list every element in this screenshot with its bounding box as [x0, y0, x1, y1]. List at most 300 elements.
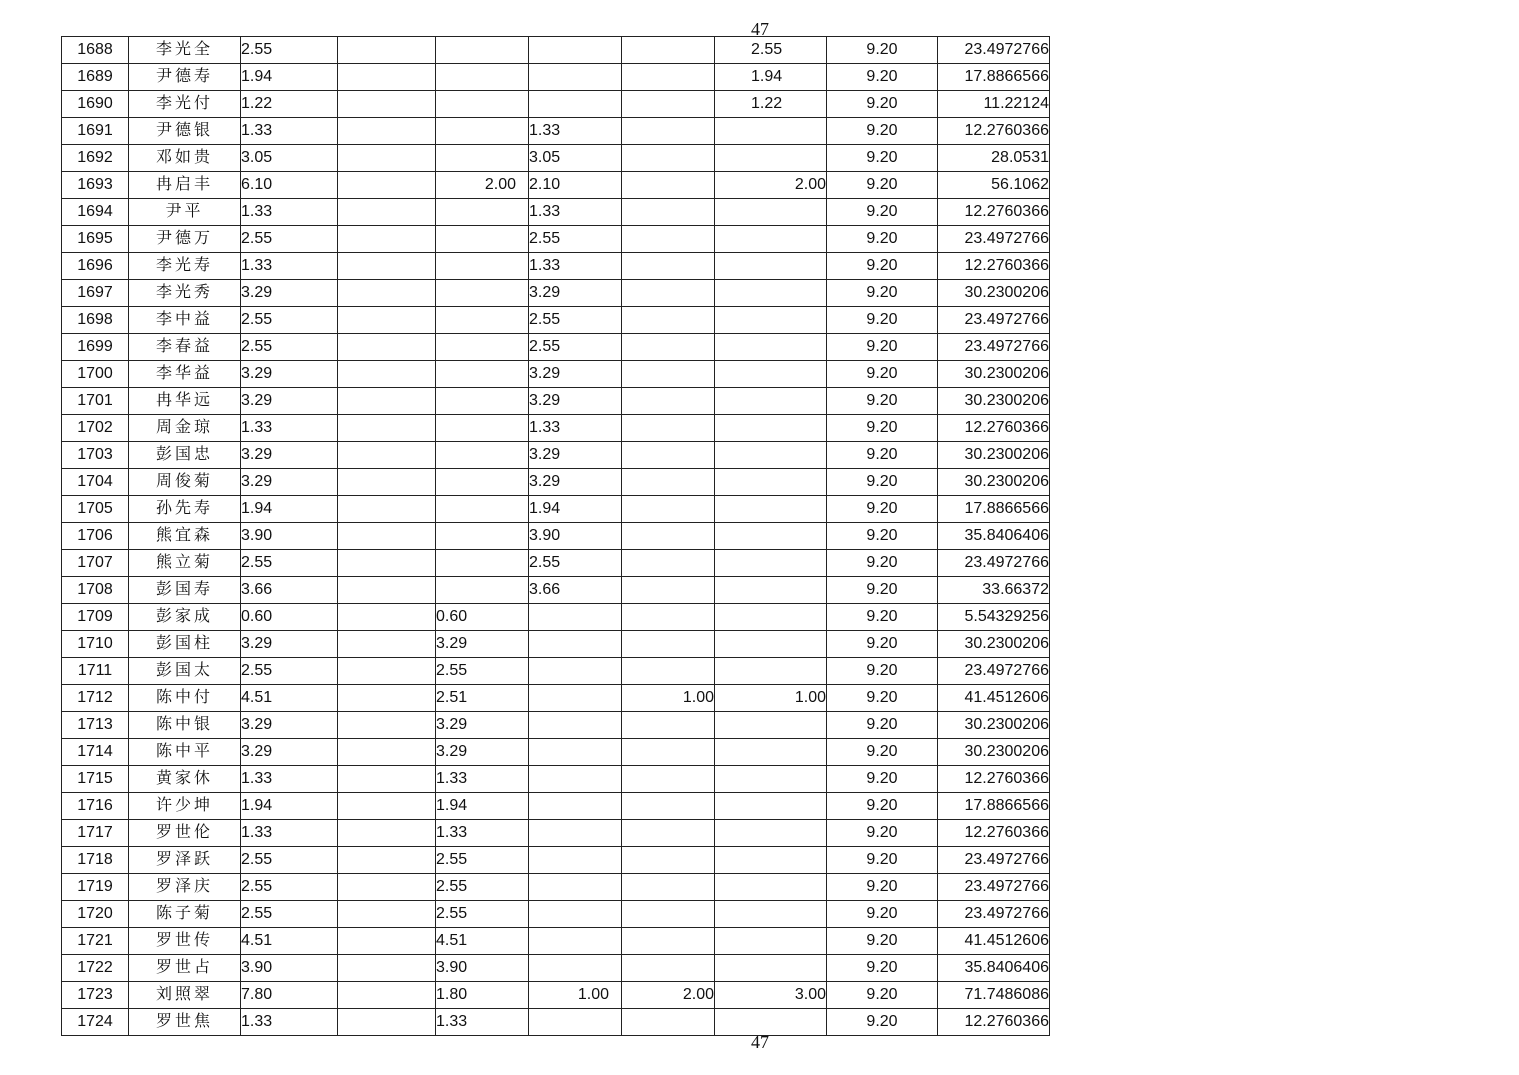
- row-col-e: 2.55: [715, 37, 827, 64]
- row-col-d: [622, 604, 715, 631]
- row-col-e: [715, 334, 827, 361]
- row-total: 1.33: [241, 118, 338, 145]
- row-col-c: 1.33: [529, 199, 622, 226]
- row-amount: 23.4972766: [938, 37, 1050, 64]
- row-total: 3.90: [241, 955, 338, 982]
- row-col-b: 2.00: [436, 172, 529, 199]
- table-row: [62, 91, 1050, 118]
- row-id: 1709: [62, 604, 129, 631]
- row-col-d: [622, 1009, 715, 1036]
- row-amount: 41.4512606: [938, 928, 1050, 955]
- row-col-a: [338, 847, 436, 874]
- row-amount: 12.2760366: [938, 820, 1050, 847]
- row-col-d: [622, 577, 715, 604]
- row-col-a: [338, 658, 436, 685]
- row-amount: 30.2300206: [938, 280, 1050, 307]
- row-total: 1.33: [241, 199, 338, 226]
- row-id: 1699: [62, 334, 129, 361]
- table-row: [62, 766, 1050, 793]
- row-name: 陈子菊: [129, 901, 241, 928]
- row-col-b: [436, 145, 529, 172]
- row-name: 罗世焦: [129, 1009, 241, 1036]
- row-amount: 71.7486086: [938, 982, 1050, 1009]
- row-col-c: [529, 874, 622, 901]
- table-row: [62, 820, 1050, 847]
- row-id: 1690: [62, 91, 129, 118]
- page-number-bottom: 47: [751, 1032, 769, 1052]
- row-amount: 33.66372: [938, 577, 1050, 604]
- row-col-b: [436, 307, 529, 334]
- row-name: 孙先寿: [129, 496, 241, 523]
- row-amount: 23.4972766: [938, 307, 1050, 334]
- row-name: 邓如贵: [129, 145, 241, 172]
- table-row: [62, 172, 1050, 199]
- row-total: 3.29: [241, 712, 338, 739]
- row-total: 4.51: [241, 928, 338, 955]
- table-row: [62, 523, 1050, 550]
- row-col-c: 2.55: [529, 334, 622, 361]
- row-id: 1691: [62, 118, 129, 145]
- row-total: 2.55: [241, 550, 338, 577]
- row-col-c: [529, 658, 622, 685]
- row-col-c: 3.05: [529, 145, 622, 172]
- row-col-e: [715, 1009, 827, 1036]
- row-col-c: [529, 91, 622, 118]
- row-name: 周金琼: [129, 415, 241, 442]
- row-col-c: [529, 928, 622, 955]
- row-col-e: [715, 901, 827, 928]
- row-id: 1700: [62, 361, 129, 388]
- row-col-c: 1.33: [529, 415, 622, 442]
- row-id: 1705: [62, 496, 129, 523]
- row-col-a: [338, 766, 436, 793]
- row-col-a: [338, 982, 436, 1009]
- row-rate: 9.20: [827, 91, 938, 118]
- row-col-d: [622, 658, 715, 685]
- row-col-e: [715, 739, 827, 766]
- row-col-d: [622, 172, 715, 199]
- row-amount: 30.2300206: [938, 388, 1050, 415]
- row-amount: 5.54329256: [938, 604, 1050, 631]
- row-amount: 12.2760366: [938, 415, 1050, 442]
- row-rate: 9.20: [827, 172, 938, 199]
- row-col-a: [338, 172, 436, 199]
- row-amount: 28.0531: [938, 145, 1050, 172]
- row-id: 1708: [62, 577, 129, 604]
- row-col-b: [436, 469, 529, 496]
- row-name: 陈中银: [129, 712, 241, 739]
- row-col-b: 2.51: [436, 685, 529, 712]
- row-col-a: [338, 523, 436, 550]
- ledger-table: [61, 36, 1050, 1036]
- row-amount: 30.2300206: [938, 631, 1050, 658]
- row-col-a: [338, 118, 436, 145]
- row-col-e: [715, 280, 827, 307]
- row-total: 4.51: [241, 685, 338, 712]
- row-rate: 9.20: [827, 118, 938, 145]
- row-col-c: 1.00: [529, 982, 622, 1009]
- row-col-c: 2.55: [529, 550, 622, 577]
- row-col-d: [622, 523, 715, 550]
- row-col-b: [436, 415, 529, 442]
- table-row: [62, 388, 1050, 415]
- row-col-d: [622, 847, 715, 874]
- row-col-d: 2.00: [622, 982, 715, 1009]
- row-col-a: [338, 280, 436, 307]
- table-row: [62, 415, 1050, 442]
- row-id: 1718: [62, 847, 129, 874]
- row-col-d: [622, 118, 715, 145]
- table-row: [62, 145, 1050, 172]
- table-row: [62, 1009, 1050, 1036]
- row-id: 1698: [62, 307, 129, 334]
- row-rate: 9.20: [827, 361, 938, 388]
- row-total: 1.33: [241, 766, 338, 793]
- row-col-d: [622, 334, 715, 361]
- row-rate: 9.20: [827, 658, 938, 685]
- row-col-c: 3.66: [529, 577, 622, 604]
- row-name: 李光付: [129, 91, 241, 118]
- table-row: [62, 955, 1050, 982]
- row-col-d: [622, 820, 715, 847]
- row-col-e: [715, 847, 827, 874]
- table-row: [62, 253, 1050, 280]
- row-id: 1695: [62, 226, 129, 253]
- row-rate: 9.20: [827, 955, 938, 982]
- row-total: 2.55: [241, 847, 338, 874]
- row-col-b: [436, 253, 529, 280]
- row-rate: 9.20: [827, 685, 938, 712]
- table-row: [62, 280, 1050, 307]
- row-name: 李华益: [129, 361, 241, 388]
- table-row: [62, 982, 1050, 1009]
- row-col-c: 2.10: [529, 172, 622, 199]
- row-col-b: 0.60: [436, 604, 529, 631]
- row-col-e: [715, 145, 827, 172]
- row-rate: 9.20: [827, 280, 938, 307]
- row-col-d: [622, 388, 715, 415]
- table-row: [62, 739, 1050, 766]
- row-col-d: [622, 145, 715, 172]
- row-total: 2.55: [241, 37, 338, 64]
- row-col-c: [529, 766, 622, 793]
- row-name: 罗泽跃: [129, 847, 241, 874]
- row-col-b: 2.55: [436, 901, 529, 928]
- row-col-e: [715, 388, 827, 415]
- row-total: 3.29: [241, 469, 338, 496]
- table-row: [62, 118, 1050, 145]
- row-amount: 30.2300206: [938, 361, 1050, 388]
- row-amount: 17.8866566: [938, 64, 1050, 91]
- row-col-b: 3.29: [436, 712, 529, 739]
- row-col-e: [715, 631, 827, 658]
- row-col-b: [436, 334, 529, 361]
- row-col-d: [622, 712, 715, 739]
- row-name: 彭国寿: [129, 577, 241, 604]
- row-col-d: [622, 901, 715, 928]
- row-col-c: [529, 1009, 622, 1036]
- row-col-d: [622, 91, 715, 118]
- table-row: [62, 685, 1050, 712]
- row-col-d: [622, 874, 715, 901]
- row-id: 1703: [62, 442, 129, 469]
- row-id: 1713: [62, 712, 129, 739]
- row-rate: 9.20: [827, 739, 938, 766]
- row-amount: 12.2760366: [938, 118, 1050, 145]
- row-col-a: [338, 361, 436, 388]
- row-rate: 9.20: [827, 199, 938, 226]
- row-col-a: [338, 577, 436, 604]
- row-rate: 9.20: [827, 496, 938, 523]
- page-number-top: 47: [751, 19, 769, 39]
- row-col-e: [715, 577, 827, 604]
- row-col-c: [529, 820, 622, 847]
- row-rate: 9.20: [827, 928, 938, 955]
- row-id: 1692: [62, 145, 129, 172]
- row-col-c: 3.29: [529, 280, 622, 307]
- row-col-d: [622, 415, 715, 442]
- row-amount: 17.8866566: [938, 496, 1050, 523]
- row-total: 3.90: [241, 523, 338, 550]
- row-id: 1714: [62, 739, 129, 766]
- table-row: [62, 37, 1050, 64]
- row-amount: 17.8866566: [938, 793, 1050, 820]
- row-col-d: [622, 739, 715, 766]
- row-rate: 9.20: [827, 64, 938, 91]
- row-rate: 9.20: [827, 253, 938, 280]
- row-total: 2.55: [241, 658, 338, 685]
- row-col-e: [715, 253, 827, 280]
- row-name: 罗泽庆: [129, 874, 241, 901]
- row-col-c: [529, 631, 622, 658]
- row-name: 尹德寿: [129, 64, 241, 91]
- row-amount: 12.2760366: [938, 199, 1050, 226]
- row-col-b: 2.55: [436, 847, 529, 874]
- row-total: 1.22: [241, 91, 338, 118]
- row-col-d: [622, 361, 715, 388]
- row-col-a: [338, 550, 436, 577]
- row-id: 1717: [62, 820, 129, 847]
- table-row: [62, 631, 1050, 658]
- row-col-a: [338, 37, 436, 64]
- table-row: [62, 847, 1050, 874]
- table-row: [62, 793, 1050, 820]
- row-col-e: 3.00: [715, 982, 827, 1009]
- table-row: [62, 361, 1050, 388]
- row-col-e: [715, 307, 827, 334]
- row-id: 1716: [62, 793, 129, 820]
- row-name: 彭国太: [129, 658, 241, 685]
- row-id: 1721: [62, 928, 129, 955]
- row-amount: 12.2760366: [938, 253, 1050, 280]
- row-id: 1706: [62, 523, 129, 550]
- row-col-a: [338, 1009, 436, 1036]
- row-col-b: [436, 523, 529, 550]
- table-row: [62, 64, 1050, 91]
- row-name: 许少坤: [129, 793, 241, 820]
- row-name: 李光秀: [129, 280, 241, 307]
- row-col-e: 2.00: [715, 172, 827, 199]
- row-col-c: [529, 712, 622, 739]
- row-col-e: [715, 928, 827, 955]
- row-col-d: 1.00: [622, 685, 715, 712]
- row-total: 1.33: [241, 415, 338, 442]
- row-name: 李光寿: [129, 253, 241, 280]
- row-total: 1.33: [241, 253, 338, 280]
- row-rate: 9.20: [827, 631, 938, 658]
- row-col-a: [338, 820, 436, 847]
- row-total: 7.80: [241, 982, 338, 1009]
- row-col-e: [715, 442, 827, 469]
- row-col-e: [715, 415, 827, 442]
- row-col-c: 1.33: [529, 253, 622, 280]
- row-col-c: 2.55: [529, 307, 622, 334]
- row-col-c: 3.29: [529, 442, 622, 469]
- table-row: [62, 226, 1050, 253]
- table-row: [62, 496, 1050, 523]
- row-amount: 12.2760366: [938, 1009, 1050, 1036]
- row-col-e: [715, 226, 827, 253]
- row-col-e: [715, 793, 827, 820]
- row-col-a: [338, 901, 436, 928]
- row-name: 陈中平: [129, 739, 241, 766]
- row-col-a: [338, 685, 436, 712]
- row-col-a: [338, 145, 436, 172]
- row-col-a: [338, 334, 436, 361]
- row-rate: 9.20: [827, 874, 938, 901]
- row-col-b: [436, 280, 529, 307]
- row-name: 尹德银: [129, 118, 241, 145]
- row-col-d: [622, 280, 715, 307]
- row-rate: 9.20: [827, 37, 938, 64]
- row-rate: 9.20: [827, 604, 938, 631]
- row-amount: 11.22124: [938, 91, 1050, 118]
- row-col-e: [715, 361, 827, 388]
- row-col-e: [715, 712, 827, 739]
- row-rate: 9.20: [827, 523, 938, 550]
- row-col-d: [622, 631, 715, 658]
- row-col-c: 3.29: [529, 388, 622, 415]
- row-col-e: 1.94: [715, 64, 827, 91]
- row-col-b: [436, 226, 529, 253]
- row-col-d: [622, 955, 715, 982]
- ledger-body: [62, 37, 1050, 1036]
- row-col-a: [338, 793, 436, 820]
- row-total: 1.33: [241, 820, 338, 847]
- row-rate: 9.20: [827, 226, 938, 253]
- row-col-b: [436, 550, 529, 577]
- row-col-b: 3.29: [436, 739, 529, 766]
- row-rate: 9.20: [827, 820, 938, 847]
- row-name: 熊宜森: [129, 523, 241, 550]
- row-col-c: [529, 793, 622, 820]
- row-rate: 9.20: [827, 145, 938, 172]
- row-amount: 30.2300206: [938, 469, 1050, 496]
- row-id: 1689: [62, 64, 129, 91]
- row-id: 1711: [62, 658, 129, 685]
- table-row: [62, 901, 1050, 928]
- row-name: 冉启丰: [129, 172, 241, 199]
- row-rate: 9.20: [827, 307, 938, 334]
- row-col-c: [529, 847, 622, 874]
- row-total: 3.29: [241, 361, 338, 388]
- row-rate: 9.20: [827, 577, 938, 604]
- row-col-e: 1.22: [715, 91, 827, 118]
- row-col-e: [715, 199, 827, 226]
- row-name: 尹德万: [129, 226, 241, 253]
- row-name: 熊立菊: [129, 550, 241, 577]
- row-id: 1707: [62, 550, 129, 577]
- row-amount: 23.4972766: [938, 550, 1050, 577]
- row-total: 0.60: [241, 604, 338, 631]
- row-col-d: [622, 37, 715, 64]
- row-col-d: [622, 253, 715, 280]
- row-total: 3.29: [241, 442, 338, 469]
- row-col-c: 3.90: [529, 523, 622, 550]
- row-name: 尹平: [129, 199, 241, 226]
- row-amount: 12.2760366: [938, 766, 1050, 793]
- row-col-e: [715, 766, 827, 793]
- row-col-a: [338, 712, 436, 739]
- row-name: 彭国柱: [129, 631, 241, 658]
- row-amount: 23.4972766: [938, 658, 1050, 685]
- row-rate: 9.20: [827, 469, 938, 496]
- row-rate: 9.20: [827, 442, 938, 469]
- row-col-a: [338, 415, 436, 442]
- row-name: 周俊菊: [129, 469, 241, 496]
- row-col-a: [338, 199, 436, 226]
- row-col-a: [338, 496, 436, 523]
- row-col-b: 2.55: [436, 658, 529, 685]
- row-id: 1697: [62, 280, 129, 307]
- row-total: 2.55: [241, 226, 338, 253]
- table-row: [62, 604, 1050, 631]
- row-id: 1701: [62, 388, 129, 415]
- row-amount: 23.4972766: [938, 901, 1050, 928]
- table-row: [62, 874, 1050, 901]
- row-col-b: [436, 91, 529, 118]
- row-col-d: [622, 199, 715, 226]
- row-rate: 9.20: [827, 847, 938, 874]
- row-id: 1693: [62, 172, 129, 199]
- row-col-e: [715, 955, 827, 982]
- row-col-d: [622, 793, 715, 820]
- row-name: 罗世传: [129, 928, 241, 955]
- row-col-d: [622, 307, 715, 334]
- row-col-b: [436, 64, 529, 91]
- row-col-c: [529, 901, 622, 928]
- row-amount: 23.4972766: [938, 226, 1050, 253]
- row-name: 李光全: [129, 37, 241, 64]
- row-name: 陈中付: [129, 685, 241, 712]
- row-col-d: [622, 64, 715, 91]
- row-name: 冉华远: [129, 388, 241, 415]
- table-row: [62, 550, 1050, 577]
- row-col-b: [436, 577, 529, 604]
- table-row: [62, 442, 1050, 469]
- row-col-e: [715, 820, 827, 847]
- row-rate: 9.20: [827, 550, 938, 577]
- row-amount: 35.8406406: [938, 955, 1050, 982]
- row-col-a: [338, 226, 436, 253]
- row-amount: 30.2300206: [938, 739, 1050, 766]
- row-amount: 56.1062: [938, 172, 1050, 199]
- row-col-a: [338, 739, 436, 766]
- table-row: [62, 199, 1050, 226]
- row-col-a: [338, 928, 436, 955]
- table-row: [62, 469, 1050, 496]
- row-id: 1719: [62, 874, 129, 901]
